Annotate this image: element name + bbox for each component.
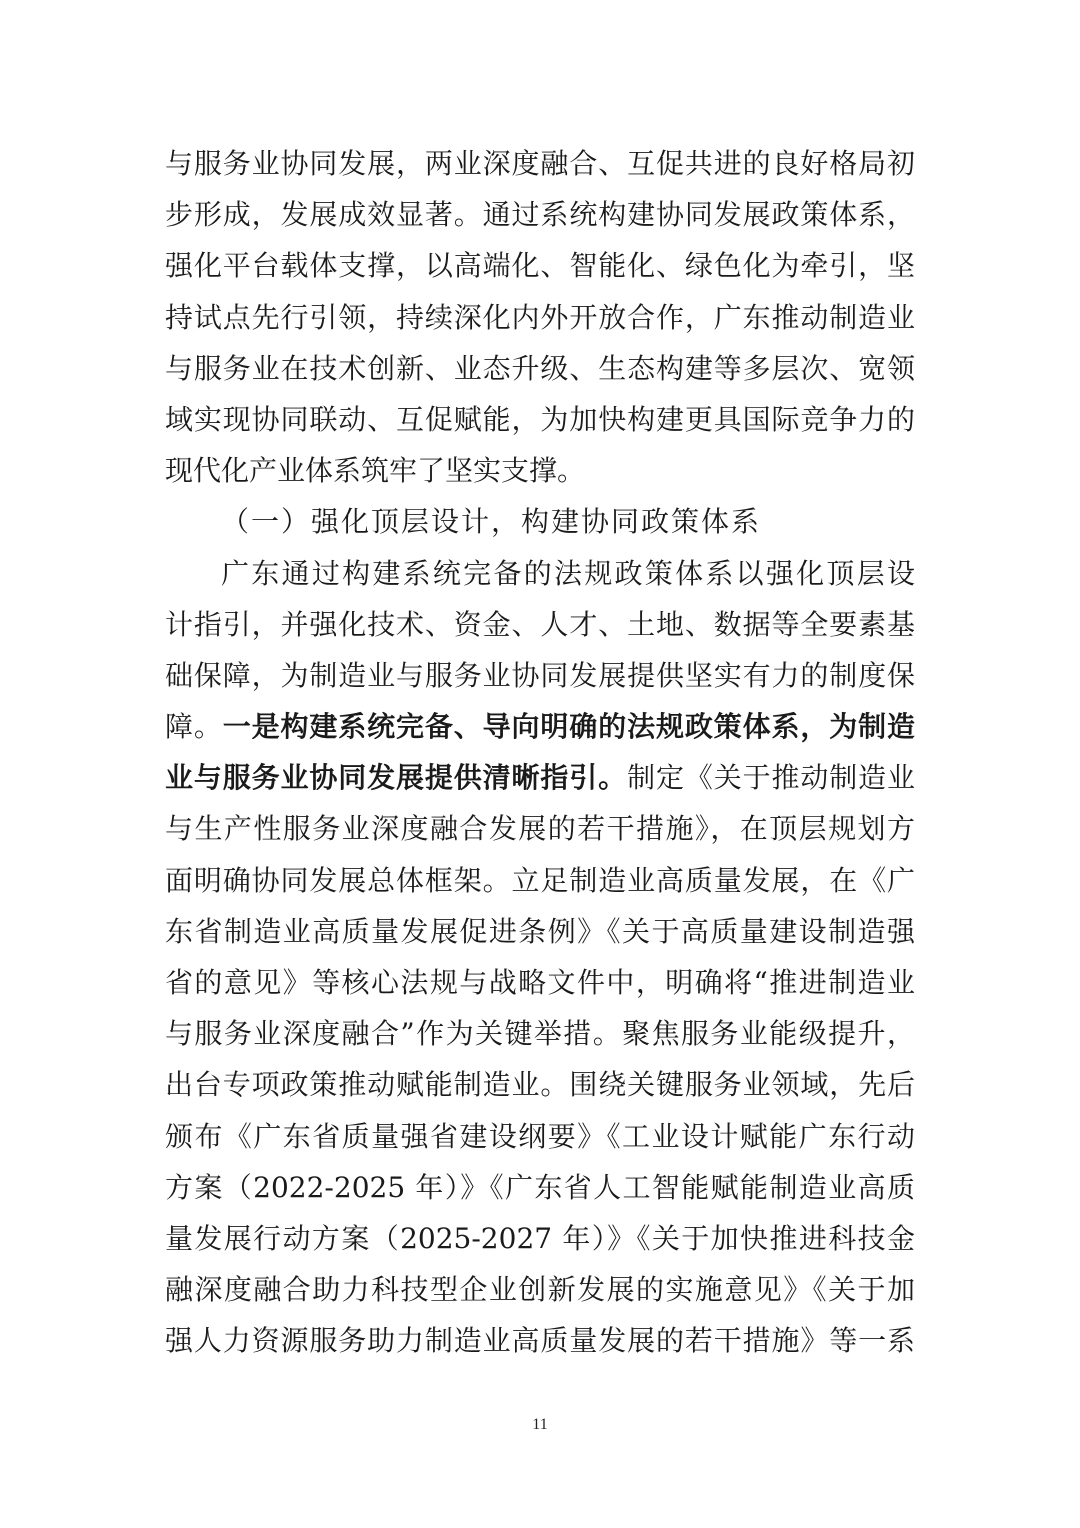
plain-text: 障。 bbox=[165, 710, 223, 744]
paragraph-line: 与服务业在技术创新、业态升级、生态构建等多层次、宽领 bbox=[165, 351, 915, 385]
paragraph-line: 础保障，为制造业与服务业协同发展提供坚实有力的制度保 bbox=[165, 658, 915, 692]
paragraph-line: 面明确协同发展总体框架。立足制造业高质量发展，在《广 bbox=[165, 863, 915, 897]
paragraph-line: 量发展行动方案（2025-2027 年）》《关于加快推进科技金 bbox=[165, 1221, 915, 1255]
paragraph-line: 持试点先行引领，持续深化内外开放合作，广东推动制造业 bbox=[165, 300, 915, 334]
paragraph-line: 广东通过构建系统完备的法规政策体系以强化顶层设 bbox=[221, 556, 915, 590]
bold-highlight-text: 一是构建系统完备、导向明确的法规政策体系，为制造 bbox=[222, 710, 915, 744]
paragraph-line: 颁布《广东省质量强省建设纲要》《工业设计赋能广东行动 bbox=[165, 1119, 915, 1153]
paragraph-line: 融深度融合助力科技型企业创新发展的实施意见》《关于加 bbox=[165, 1273, 915, 1307]
paragraph-line: 域实现协同联动、互促赋能，为加快构建更具国际竞争力的 bbox=[165, 402, 915, 436]
plain-text: 制定《关于推动制造业 bbox=[627, 761, 915, 795]
paragraph-line: 强化平台载体支撑，以高端化、智能化、绿色化为牵引，坚 bbox=[165, 249, 915, 283]
paragraph-line: 出台专项政策推动赋能制造业。围绕关键服务业领域，先后 bbox=[165, 1068, 915, 1102]
body-text bbox=[165, 138, 915, 1367]
paragraph-line: 与服务业深度融合”作为关键举措。聚焦服务业能级提升， bbox=[165, 1017, 915, 1051]
paragraph-line: 东省制造业高质量发展促进条例》《关于高质量建设制造强 bbox=[165, 914, 915, 948]
bold-highlight-text: 业与服务业协同发展提供清晰指引。 bbox=[165, 761, 628, 795]
paragraph-line bbox=[165, 701, 915, 752]
paragraph-line: 与生产性服务业深度融合发展的若干措施》，在顶层规划方 bbox=[165, 812, 915, 846]
paragraph-line bbox=[165, 752, 915, 803]
paragraph-line: 省的意见》等核心法规与战略文件中，明确将“推进制造业 bbox=[165, 966, 915, 999]
paragraph-line: 计指引，并强化技术、资金、人才、土地、数据等全要素基 bbox=[165, 607, 915, 641]
paragraph-line: 与服务业协同发展，两业深度融合、互促共进的良好格局初 bbox=[165, 147, 915, 180]
paragraph-line: 步形成，发展成效显著。通过系统构建协同发展政策体系， bbox=[165, 198, 915, 232]
paragraph-line: 现代化产业体系筑牢了坚实支撑。 bbox=[165, 454, 586, 488]
paragraph-line: 强人力资源服务助力制造业高质量发展的若干措施》等一系 bbox=[165, 1324, 915, 1358]
section-heading: （一）强化顶层设计，构建协同政策体系 bbox=[221, 505, 762, 539]
page-number: 11 bbox=[532, 1416, 548, 1433]
paragraph-line: 方案（2022-2025 年）》《广东省人工智能赋能制造业高质 bbox=[165, 1170, 915, 1204]
